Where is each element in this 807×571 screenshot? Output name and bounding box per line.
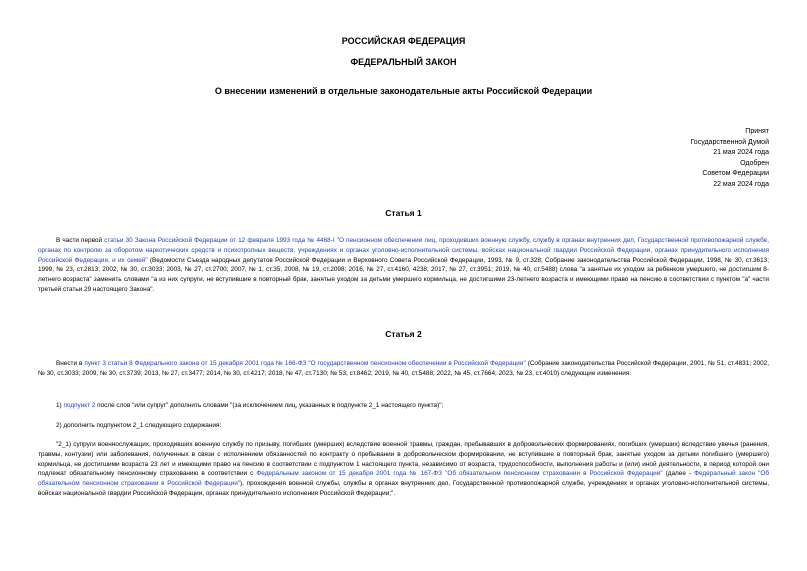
article-1-paragraph xyxy=(38,236,769,295)
article-1-text-start: В части первой xyxy=(56,237,105,244)
item-1-text: после слов "или супруг" дополнить словами "(за исключением лиц, указанных в подпункте 2_1 настоящего пункта)"; xyxy=(95,402,444,409)
article-1-title: Статья 1 xyxy=(385,208,422,218)
article-2-intro xyxy=(38,359,769,379)
article-2-intro-start: Внести в xyxy=(56,360,85,367)
article-1-text-rest: (Ведомости Съезда народных депутатов Российской Федерации и Верховного Совета Российской Федерации, 1993, № 9, ст.328; Собрание законодательства Российской Федерации, 1998, № 30, ст.3613; 1999, № 23, ст.2813; 2002, № 30, ст.3033; 2003, № 27, ст.2700; 2007, № 1, ст.35; 2008, № 19, ст.2098; 2016, № 27, ст.4160, 4238; 2017, № 27, ст.3951; 2019, № 40, ст.5488) слова "а занятые их уходом за ребенком умершего, не достигшим 8-летнего возраста" заменить словами "а из них супруги, не вступившие в повторный брак, занятые уходом за детьми умершего кормильца, не достигшими 23-летнего возраста и имеющими право на пенсию в соответствии с пунктом "а" части третьей статьи 29 настоящего Закона". xyxy=(38,256,769,293)
item-1-number: 1) xyxy=(56,402,64,409)
quote-text-rest: ), прохождения военной службы, службы в органах внутренних дел, Государственной противопожарной службе, учреждениях и органах уголовно-исполнительной системы, войсках национальной гвардии Российской Федерации, органах принудительного исполнения Российской Федерации;". xyxy=(38,480,769,497)
article-2-intro-rest: (Собрание законодательства Российской Федерации, 2001, № 51, ст.4831; 2002, № 30, ст.3033; 2009, № 30, ст.3739; 2013, № 27, ст.3477; 2014, № 30, ст.4217; 2018, № 47, ст.7130; № 53, ст.8462; 2019, № 40, ст.5488; 2022, № 45, ст.7664; 2023, № 23, ст.4010) следующие изменения: xyxy=(38,360,769,377)
adoption-line: Принят xyxy=(745,128,769,135)
adoption-line: 22 мая 2024 года xyxy=(713,180,769,188)
adoption-line: Государственной Думой xyxy=(690,138,769,146)
subparagraph-2-link[interactable]: подпункт 2 xyxy=(63,402,96,409)
law-title: О внесении изменений в отдельные законодательные акты Российской Федерации xyxy=(214,86,593,96)
law-166-title-link[interactable]: "О государственном пенсионном обеспечении в Российской Федерации" xyxy=(306,360,526,367)
article-2-quote xyxy=(38,440,769,499)
adoption-line: 21 мая 2024 года xyxy=(713,149,769,156)
adoption-line: Советом Федерации xyxy=(702,170,769,177)
law-4468-link[interactable]: статьи 30 Закона Российской Федерации от 12 февраля 1993 года № 4468-I xyxy=(104,237,335,244)
law-4468-title-link[interactable]: "О пенсионном обеспечении лиц, проходивших военную службу, службу в органах внутренних дел, Государственной противопожарной службе, органах по контролю за оборотом наркотических средств и психотропных веществ, учреждениях и органах уголовно-исполнительной системы, войсках национальной гвардии Российской Федерации, органах принудительного исполнения Российской Федерации, и их семей" xyxy=(38,237,769,264)
article-2-item-2: 2) дополнить подпунктом 2_1 следующего содержания: xyxy=(56,422,222,429)
law-167-short-link[interactable]: Федеральный закон "Об обязательном пенсионном страховании в Российской Федерации" xyxy=(38,470,769,488)
article-2-item-1 xyxy=(38,401,769,411)
law-166-link[interactable]: пункт 3 статьи 8 Федерального закона от 15 декабря 2001 года № 166-ФЗ xyxy=(84,360,307,367)
quote-text-start: "2_1) супруги военнослужащих, проходивших военную службу по призыву, погибших (умерших) вследствие военной травмы, граждан, пребывавших в добровольческих формированиях, погибших (умерших) вследствие увечья (ранения, травмы, контузии) или заболевания, полученных в связи с исполнением обязанностей по контракту о пребывании в добровольческом формировании, не вступившие в повторный брак, занятые уходом за детьми погибшего (умершего) кормильца, не достигшими возраста 23 лет и имеющими право на пенсию в соответствии с подпунктом 1 настоящего пункта, независимо от возраста, трудоспособности, выполнения работы и (или) иной деятельности, в период которой они подлежат обязательному пенсионному страхованию в соответствии с xyxy=(38,441,769,478)
adoption-block xyxy=(569,127,769,190)
adoption-line: Одобрен xyxy=(740,159,769,167)
federation-heading: РОССИЙСКАЯ ФЕДЕРАЦИЯ xyxy=(341,36,466,46)
law-167-link[interactable]: Федеральным законом от 15 декабря 2001 года № 167-ФЗ "Об обязательном пенсионном страховании в Российской Федерации" xyxy=(256,470,663,478)
article-2-title: Статья 2 xyxy=(385,329,422,339)
quote-text-mid: (далее - xyxy=(662,470,695,478)
law-type-heading: ФЕДЕРАЛЬНЫЙ ЗАКОН xyxy=(350,57,457,67)
